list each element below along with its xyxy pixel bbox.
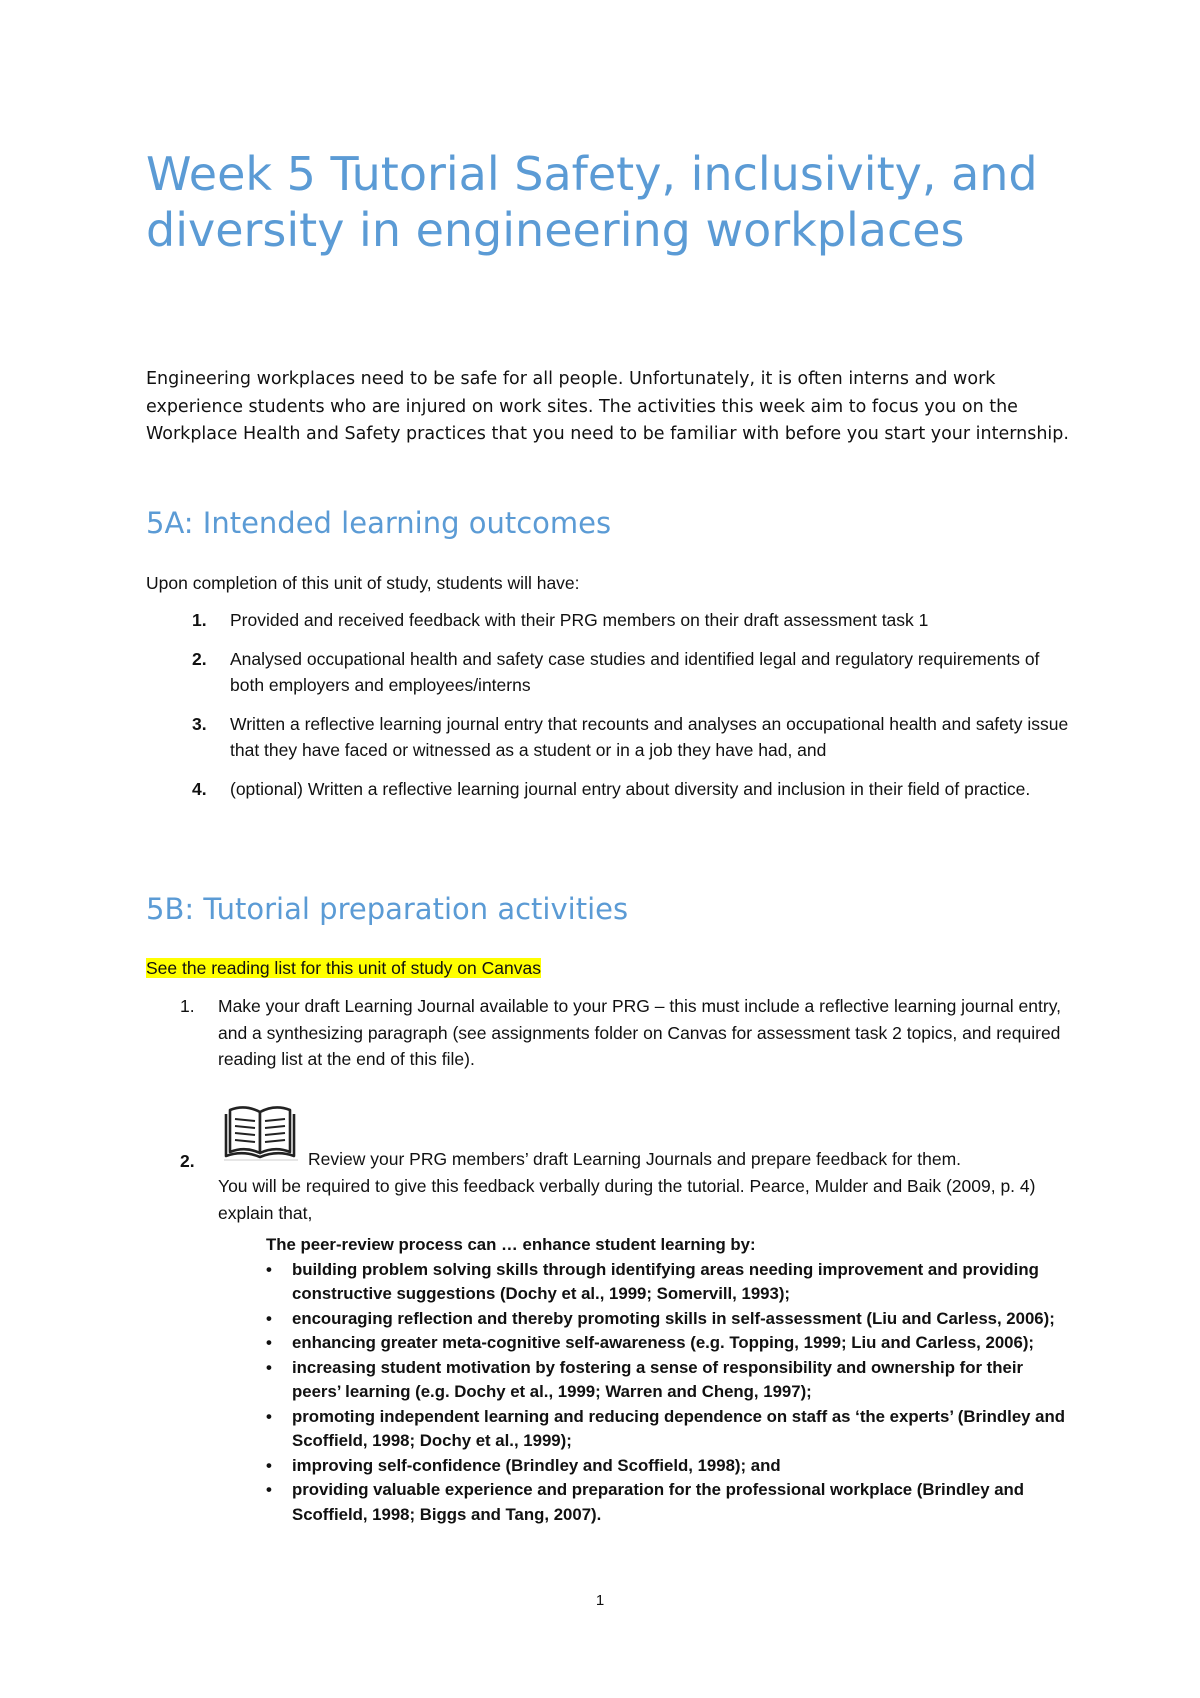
bullet-icon: • xyxy=(266,1308,272,1328)
quote-lead: The peer-review process can … enhance student learning by: xyxy=(266,1235,756,1254)
list-item xyxy=(266,1331,1076,1356)
list-item-text: Provided and received feedback with their PRG members on their draft assessment task 1 xyxy=(230,610,929,630)
list-item-text-continued: You will be required to give this feedback verbally during the tutorial. Pearce, Mulder and Baik (2009, p. 4) explain that, xyxy=(218,1176,1036,1223)
list-item xyxy=(266,1258,1076,1307)
outcomes-list xyxy=(146,607,1076,814)
bullet-text: increasing student motivation by fostering a sense of responsibility and ownership for their peers’ learning (e.g. Dochy et al., 1999; Warren and Cheng, 1997); xyxy=(292,1357,1024,1401)
list-number: 1. xyxy=(192,610,207,630)
bullet-text: providing valuable experience and preparation for the professional workplace (Brindley and Scoffield, 1998; Biggs and Tang, 2007). xyxy=(292,1480,1025,1524)
outcomes-lead: Upon completion of this unit of study, students will have: xyxy=(146,573,580,593)
document-title: Week 5 Tutorial Safety, inclusivity, and diversity in engineering workplaces xyxy=(146,147,1038,257)
bullet-icon: • xyxy=(266,1333,272,1352)
list-item xyxy=(266,1307,1076,1332)
list-item-text: (optional) Written a reflective learning journal entry about diversity and inclusion in their field of practice. xyxy=(230,778,1031,799)
page-number: 1 xyxy=(595,1592,605,1609)
quote-bullet-list xyxy=(266,1258,1076,1528)
open-book-icon xyxy=(218,1092,304,1170)
bullet-text: improving self-confidence (Brindley and Scoffield, 1998); and xyxy=(292,1455,781,1475)
bullet-icon: • xyxy=(266,1455,272,1475)
list-number: 2. xyxy=(192,648,207,669)
bullet-icon: • xyxy=(266,1406,272,1426)
list-number: 3. xyxy=(192,713,207,734)
list-number: 4. xyxy=(192,778,207,799)
preparation-list xyxy=(146,993,1076,1073)
list-item-text: Analysed occupational health and safety case studies and identified legal and regulatory requirements of both employers and employees/interns xyxy=(230,648,1040,695)
bullet-text: building problem solving skills through identifying areas needing improvement and providing constructive suggestions (Dochy et al., 1999; Somervill, 1993); xyxy=(292,1259,1039,1303)
bullet-text: encouraging reflection and thereby promoting skills in self-assessment (Liu and Carless, 2006); xyxy=(292,1308,1055,1328)
list-item xyxy=(266,1478,1076,1527)
section-b-heading: 5B: Tutorial preparation activities xyxy=(146,892,629,926)
list-number: 1. xyxy=(180,996,195,1016)
list-item xyxy=(266,1454,1076,1479)
section-a-heading: 5A: Intended learning outcomes xyxy=(146,506,612,540)
list-item xyxy=(146,776,1076,803)
list-item xyxy=(146,711,1076,764)
list-item xyxy=(266,1405,1076,1454)
list-item xyxy=(146,607,1076,634)
list-item xyxy=(146,993,1076,1073)
list-item xyxy=(146,646,1076,699)
reading-list-note xyxy=(146,955,541,981)
block-quote xyxy=(266,1233,1076,1527)
list-item xyxy=(266,1356,1076,1405)
bullet-text: promoting independent learning and reducing dependence on staff as ‘the experts’ (Brindley and Scoffield, 1998; Dochy et al., 1999); xyxy=(292,1406,1065,1450)
bullet-icon: • xyxy=(266,1480,272,1499)
bullet-icon: • xyxy=(266,1259,272,1279)
list-item-text: Written a reflective learning journal entry that recounts and analyses an occupational health and safety issue that they have faced or witnessed as a student or in a job they have had, and xyxy=(230,713,1069,760)
list-item-text: Review your PRG members’ draft Learning Journals and prepare feedback for them. xyxy=(308,1149,962,1169)
list-item-text: Make your draft Learning Journal available to your PRG – this must include a reflective learning journal entry, and a synthesizing paragraph (see assignments folder on Canvas for assessment task 2 topics, and required reading list at the end of this file). xyxy=(218,996,1062,1069)
highlighted-text: See the reading list for this unit of study on Canvas xyxy=(146,958,541,978)
bullet-text: enhancing greater meta-cognitive self-awareness (e.g. Topping, 1999; Liu and Carless, 2006); xyxy=(292,1333,1035,1352)
list-number: 2. xyxy=(180,1151,195,1171)
intro-paragraph: Engineering workplaces need to be safe for all people. Unfortunately, it is often interns and work experience students who are injured on work sites. The activities this week aim to focus you on the Workplace Health and Safety practices that you need to be familiar with before you start your internship. xyxy=(146,369,1069,444)
bullet-icon: • xyxy=(266,1357,272,1377)
